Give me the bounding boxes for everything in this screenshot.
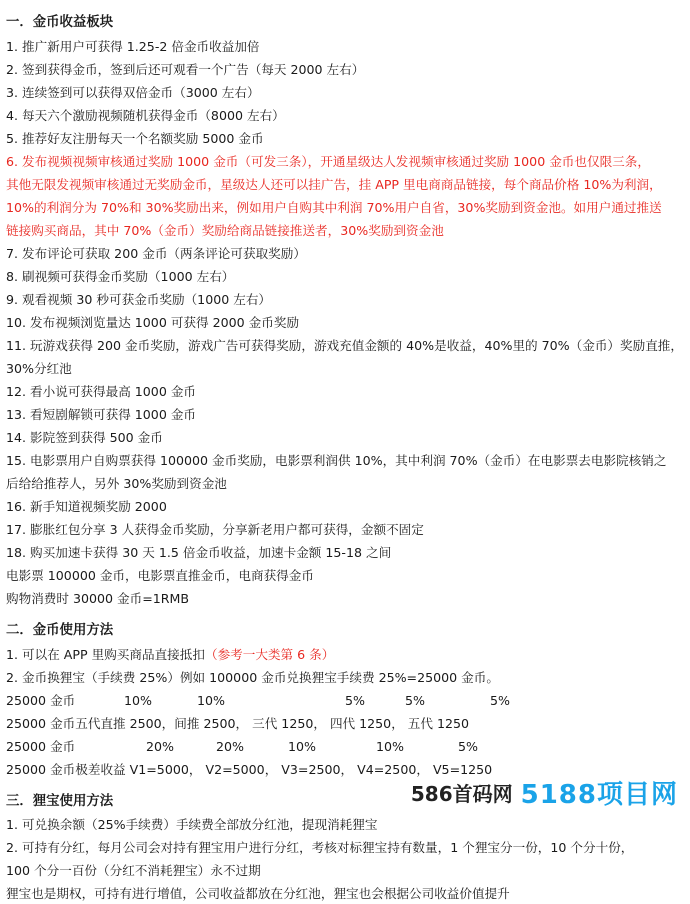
list-item: 10. 发布视频浏览量达 1000 可获得 2000 金币奖励 [6,315,300,330]
list-item: 17. 膨胀红包分享 3 人获得金币奖励，分享新老用户都可获得，金额不固定 [6,522,424,537]
reference-note: （参考一大类第 6 条） [204,647,335,662]
list-item: 14. 影院签到获得 500 金币 [6,430,163,445]
ratio-cell: 25000 金币 [6,693,76,708]
list-item: 16. 新手知道视频奖励 2000 [6,499,167,514]
ratio-cell: 10% [197,693,225,708]
list-item: 2. 可持有分红，每月公司会对持有狸宝用户进行分红，考核对标狸宝持有数量，1 个狸宝分一份，10 个分十份， [6,840,634,855]
list-item: 15. 电影票用户自购票获得 100000 金币奖励，电影票利润供 10%，其中利润 70%（金币）在电影票去电影院核销之 [6,453,667,468]
list-item-highlight: 其他无限发视频审核通过无奖励金币，星级达人还可以挂广告，挂 APP 里电商商品链接，每个商品价格 10%为利润， [6,177,662,192]
list-item: 100 个分一百份（分红不消耗狸宝）永不过期 [6,863,261,878]
list-item: 2. 金币换狸宝（手续费 25%）例如 100000 金币兑换狸宝手续费 25%=25000 金币。 [6,670,499,685]
list-item: 11. 玩游戏获得 200 金币奖励，游戏广告可获得奖励，游戏充值金额的 40%是收益，40%里的 70%（金币）奖励直推， [6,338,683,353]
list-item: 购物消费时 30000 金币=1RMB [6,591,190,606]
ratio-row [6,737,478,757]
ratio-cell: 10% [124,693,152,708]
watermark [407,777,682,810]
list-item: 2. 签到获得金币，签到后还可观看一个广告（每天 2000 左右） [6,62,365,77]
list-item: 后给给推荐人，另外 30%奖励到资金池 [6,476,227,491]
item-text: 1. 可以在 APP 里购买商品直接抵扣 [6,647,205,662]
list-item: 18. 购买加速卡获得 30 天 1.5 倍金币收益，加速卡金额 15-18 之间 [6,545,392,560]
section3-title: 三．狸宝使用方法 [6,794,114,809]
list-item: 12. 看小说可获得最高 1000 金币 [6,384,197,399]
list-item: 电影票 100000 金币，电影票直推金币，电商获得金币 [6,568,314,583]
ratio-cell: 5% [458,739,478,754]
list-item: 8. 刷视频可获得金币奖励（1000 左右） [6,269,235,284]
ratio-cell: 5% [405,693,425,708]
watermark-brand: 5188项目网 [517,774,682,811]
ratio-cell: 5% [345,693,365,708]
ratio-cell: 5% [490,693,510,708]
list-item: 5. 推荐好友注册每天一个名额奖励 5000 金币 [6,131,264,146]
list-item: 9. 观看视频 30 秒可获金币奖励（1000 左右） [6,292,272,307]
list-item-highlight: 6. 发布视频视频审核通过奖励 1000 金币（可发三条），开通星级达人发视频审核通过奖励 1000 金币也仅限三条， [6,154,650,169]
ratio-row: 25000 金币极差收益 V1=5000， V2=5000， V3=2500， V4=2500， V5=1250 [6,762,493,777]
list-item: 狸宝也是期权，可持有进行增值，公司收益都放在分红池，狸宝也会根据公司收益价值提升 [6,886,510,901]
list-item: 7. 发布评论可获取 200 金币（两条评论可获取奖励） [6,246,306,261]
ratio-cell: 20% [146,739,174,754]
ratio-cell: 25000 金币 [6,739,76,754]
ratio-row: 25000 金币五代直推 2500，间推 2500， 三代 1250， 四代 1250， 五代 1250 [6,716,470,731]
ratio-cell: 10% [376,739,404,754]
watermark-prefix: 586首码网 [407,778,517,807]
list-item [6,645,334,665]
list-item: 3. 连续签到可以获得双倍金币（3000 左右） [6,85,260,100]
section2-title: 二．金币使用方法 [6,623,114,638]
section1-title: 一．金币收益板块 [6,15,114,30]
list-item: 30%分红池 [6,361,72,376]
list-item-highlight: 链接购买商品，其中 70%（金币）奖励给商品链接推送者，30%奖励到资金池 [6,223,444,238]
list-item: 1. 推广新用户可获得 1.25-2 倍金币收益加倍 [6,39,260,54]
list-item-highlight: 10%的利润分为 70%和 30%奖励出来，例如用户自购其中利润 70%用户自省，30%奖励到资金池。如用户通过推送 [6,200,662,215]
list-item: 1. 可兑换余额（25%手续费）手续费全部放分红池，提现消耗狸宝 [6,817,378,832]
ratio-cell: 20% [216,739,244,754]
ratio-row [6,691,510,711]
list-item: 4. 每天六个激励视频随机获得金币（8000 左右） [6,108,285,123]
ratio-cell: 10% [288,739,316,754]
list-item: 13. 看短剧解锁可获得 1000 金币 [6,407,197,422]
